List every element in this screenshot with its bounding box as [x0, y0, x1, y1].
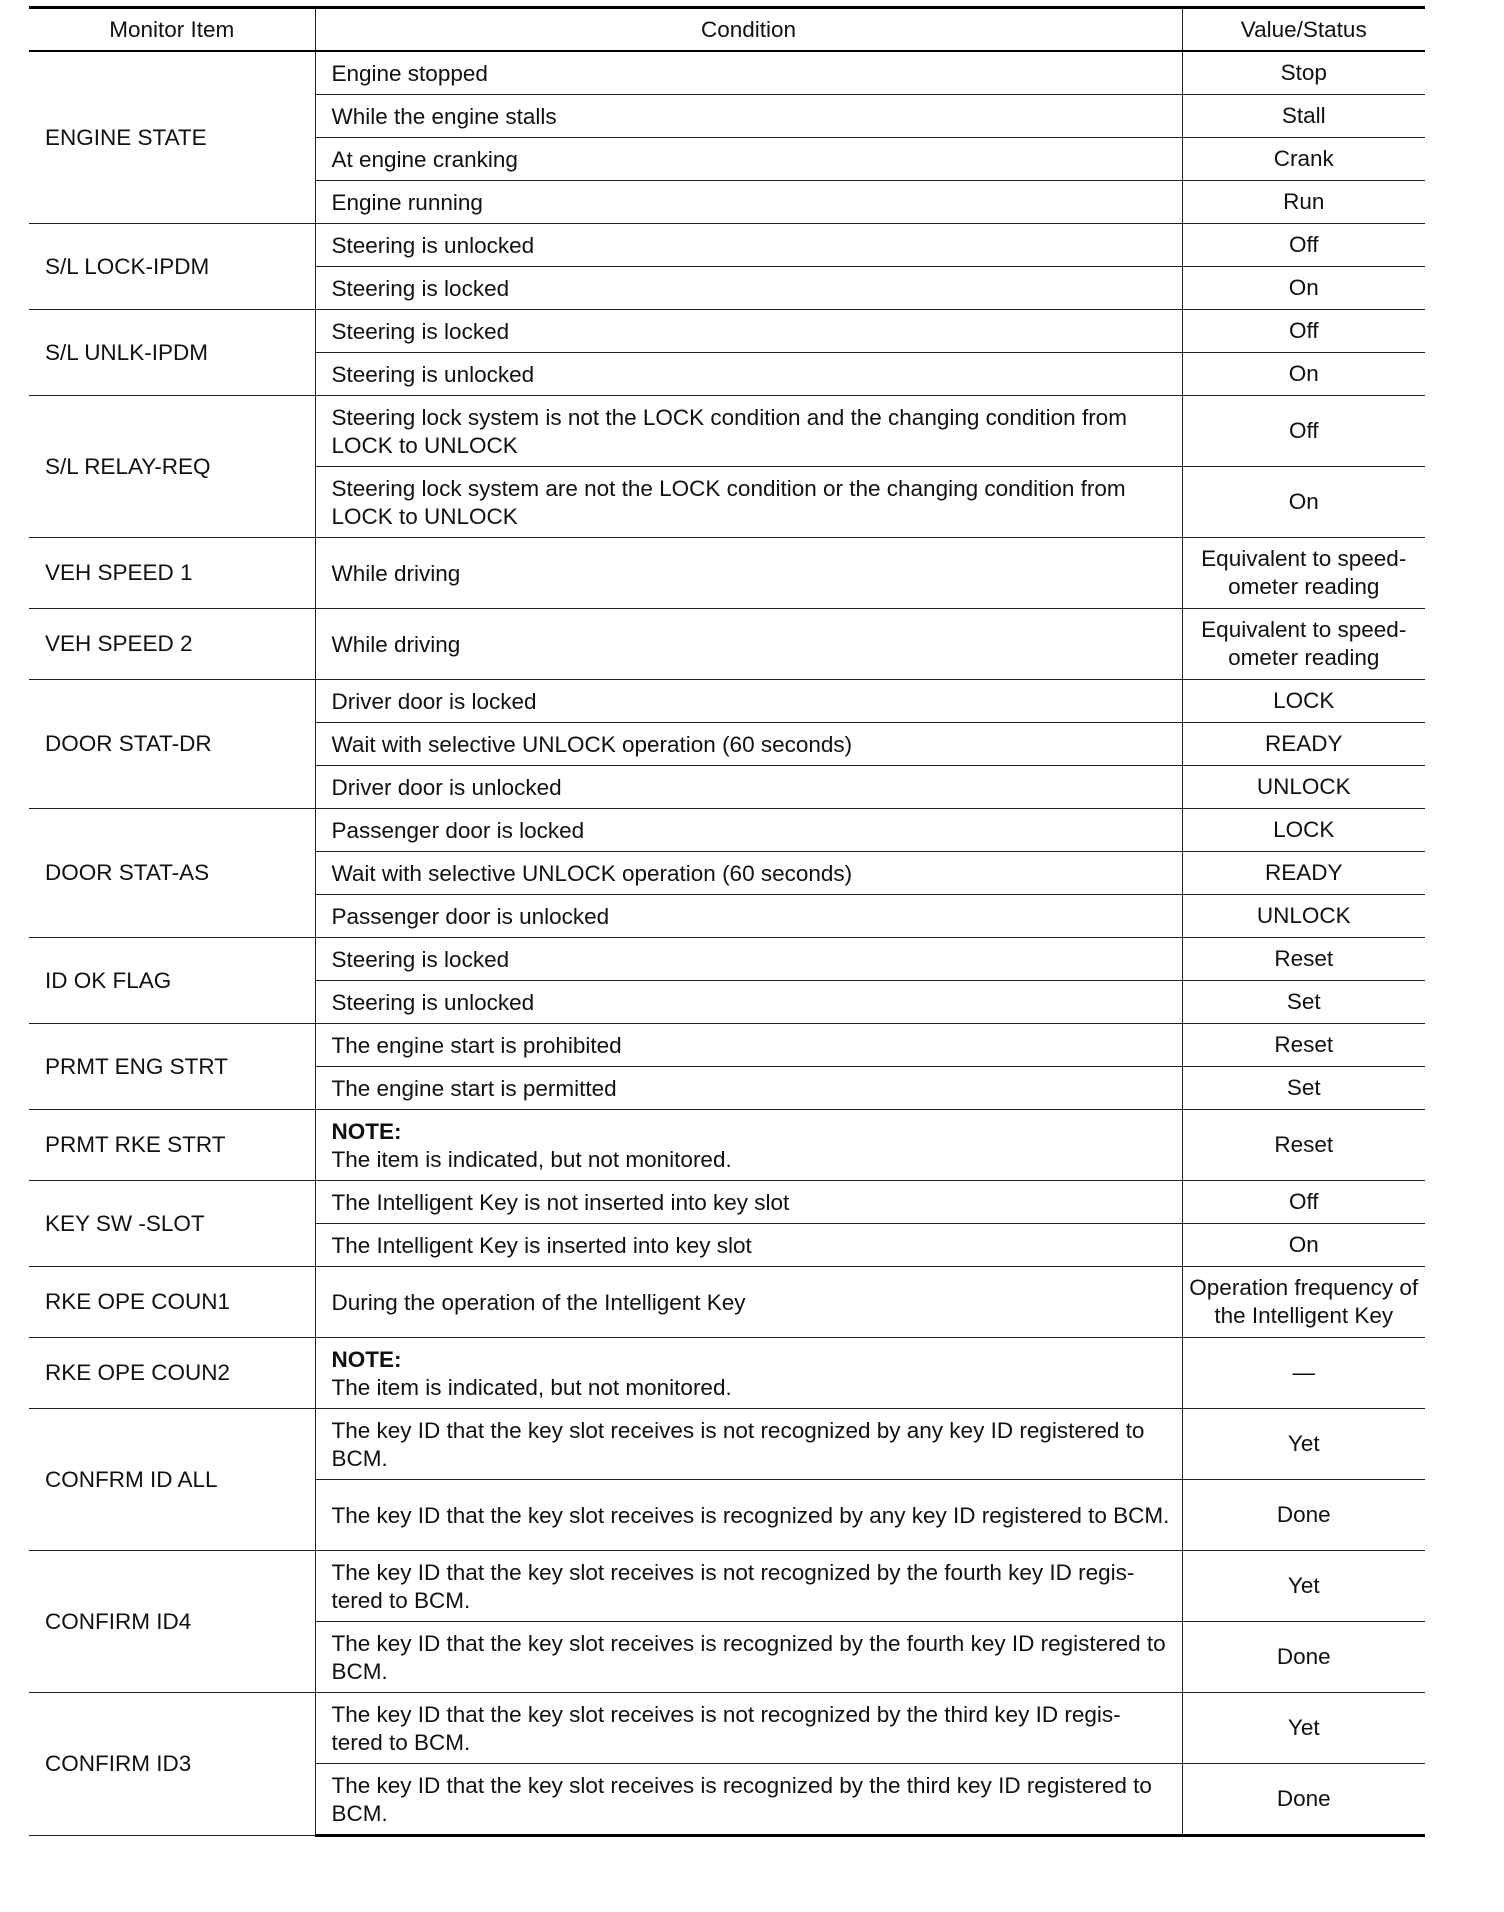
condition-cell: Engine running — [315, 181, 1182, 224]
monitor-item-cell: ENGINE STATE — [29, 51, 315, 224]
monitor-item-cell: ID OK FLAG — [29, 938, 315, 1024]
monitor-item-table — [29, 6, 1425, 1837]
value-status-cell: On — [1182, 1224, 1425, 1267]
monitor-item-cell: DOOR STAT-DR — [29, 680, 315, 809]
table-row — [29, 1551, 1425, 1622]
condition-cell: While driving — [315, 609, 1182, 680]
header-monitor-item: Monitor Item — [29, 8, 315, 52]
note-label: NOTE: — [331, 1346, 402, 1372]
condition-cell: The engine start is prohibited — [315, 1024, 1182, 1067]
monitor-item-cell: S/L UNLK-IPDM — [29, 310, 315, 396]
monitor-item-cell: VEH SPEED 2 — [29, 609, 315, 680]
condition-cell: The engine start is permitted — [315, 1067, 1182, 1110]
monitor-item-cell: DOOR STAT-AS — [29, 809, 315, 938]
table-row — [29, 609, 1425, 680]
note-label: NOTE: — [331, 1118, 402, 1144]
value-status-cell: Run — [1182, 181, 1425, 224]
value-status-cell: Crank — [1182, 138, 1425, 181]
value-status-cell: Off — [1182, 1181, 1425, 1224]
table-row — [29, 680, 1425, 723]
condition-cell: The key ID that the key slot receives is recognized by the third key ID registered to BCM. — [315, 1764, 1182, 1836]
value-status-cell: UNLOCK — [1182, 895, 1425, 938]
condition-cell: While driving — [315, 538, 1182, 609]
condition-cell: The key ID that the key slot receives is not recognized by any key ID registered to BCM. — [315, 1409, 1182, 1480]
value-status-cell: Off — [1182, 224, 1425, 267]
condition-cell: The key ID that the key slot receives is not recognized by the third key ID regis-tered to BCM. — [315, 1693, 1182, 1764]
table-row — [29, 809, 1425, 852]
value-status-cell: LOCK — [1182, 809, 1425, 852]
condition-cell: While the engine stalls — [315, 95, 1182, 138]
monitor-item-cell: CONFIRM ID4 — [29, 1551, 315, 1693]
condition-cell — [315, 1338, 1182, 1409]
condition-cell: Steering lock system is not the LOCK condition and the changing condition from LOCK to UNLOCK — [315, 396, 1182, 467]
condition-cell — [315, 1110, 1182, 1181]
condition-cell: Driver door is locked — [315, 680, 1182, 723]
value-status-cell: Off — [1182, 396, 1425, 467]
condition-cell: The Intelligent Key is inserted into key slot — [315, 1224, 1182, 1267]
value-status-cell: On — [1182, 467, 1425, 538]
table-row — [29, 51, 1425, 95]
table-header-row — [29, 8, 1425, 52]
table-row — [29, 1338, 1425, 1409]
table-row — [29, 938, 1425, 981]
monitor-item-cell: S/L LOCK-IPDM — [29, 224, 315, 310]
value-status-cell: Stall — [1182, 95, 1425, 138]
value-status-cell: Equivalent to speed- ometer reading — [1182, 538, 1425, 609]
value-status-cell: Yet — [1182, 1551, 1425, 1622]
condition-cell: Engine stopped — [315, 51, 1182, 95]
note-text: The item is indicated, but not monitored. — [331, 1146, 732, 1172]
condition-cell: During the operation of the Intelligent Key — [315, 1267, 1182, 1338]
monitor-item-cell: PRMT RKE STRT — [29, 1110, 315, 1181]
table-row — [29, 1693, 1425, 1764]
value-status-cell: Done — [1182, 1764, 1425, 1836]
condition-cell: Passenger door is unlocked — [315, 895, 1182, 938]
value-status-cell: READY — [1182, 723, 1425, 766]
monitor-item-cell: RKE OPE COUN1 — [29, 1267, 315, 1338]
monitor-item-cell: CONFIRM ID3 — [29, 1693, 315, 1836]
condition-cell: Steering is unlocked — [315, 353, 1182, 396]
value-status-cell: Reset — [1182, 1024, 1425, 1067]
value-status-cell: Reset — [1182, 938, 1425, 981]
condition-cell: The Intelligent Key is not inserted into key slot — [315, 1181, 1182, 1224]
value-status-cell: Operation frequency of the Intelligent Key — [1182, 1267, 1425, 1338]
table-row — [29, 538, 1425, 609]
condition-cell: Wait with selective UNLOCK operation (60 seconds) — [315, 723, 1182, 766]
value-status-cell: UNLOCK — [1182, 766, 1425, 809]
monitor-item-cell: KEY SW -SLOT — [29, 1181, 315, 1267]
value-status-cell: Done — [1182, 1480, 1425, 1551]
value-status-cell: Reset — [1182, 1110, 1425, 1181]
value-status-cell: — — [1182, 1338, 1425, 1409]
table-row — [29, 1267, 1425, 1338]
value-status-cell: LOCK — [1182, 680, 1425, 723]
table-row — [29, 1024, 1425, 1067]
value-status-cell: Set — [1182, 1067, 1425, 1110]
table-row — [29, 1409, 1425, 1480]
value-status-cell: Done — [1182, 1622, 1425, 1693]
condition-cell: Wait with selective UNLOCK operation (60 seconds) — [315, 852, 1182, 895]
header-condition: Condition — [315, 8, 1182, 52]
condition-cell: Steering is unlocked — [315, 981, 1182, 1024]
value-status-cell: On — [1182, 353, 1425, 396]
condition-cell: Steering is locked — [315, 938, 1182, 981]
value-status-cell: Off — [1182, 310, 1425, 353]
header-value-status: Value/Status — [1182, 8, 1425, 52]
condition-cell: The key ID that the key slot receives is recognized by the fourth key ID registered to BCM. — [315, 1622, 1182, 1693]
monitor-item-cell: PRMT ENG STRT — [29, 1024, 315, 1110]
value-status-cell: Yet — [1182, 1693, 1425, 1764]
condition-cell: Passenger door is locked — [315, 809, 1182, 852]
table-row — [29, 224, 1425, 267]
note-text: The item is indicated, but not monitored. — [331, 1374, 732, 1400]
value-status-cell: Yet — [1182, 1409, 1425, 1480]
value-status-cell: On — [1182, 267, 1425, 310]
condition-cell: The key ID that the key slot receives is recognized by any key ID registered to BCM. — [315, 1480, 1182, 1551]
table-row — [29, 396, 1425, 467]
condition-cell: Steering is unlocked — [315, 224, 1182, 267]
condition-cell: Steering lock system are not the LOCK condition or the changing condition from LOCK to UNLOCK — [315, 467, 1182, 538]
monitor-item-cell: VEH SPEED 1 — [29, 538, 315, 609]
condition-cell: The key ID that the key slot receives is not recognized by the fourth key ID regis-tered to BCM. — [315, 1551, 1182, 1622]
table-row — [29, 1110, 1425, 1181]
table-body — [29, 51, 1425, 1836]
condition-cell: At engine cranking — [315, 138, 1182, 181]
table-row — [29, 1181, 1425, 1224]
monitor-item-cell: RKE OPE COUN2 — [29, 1338, 315, 1409]
monitor-item-cell: S/L RELAY-REQ — [29, 396, 315, 538]
value-status-cell: Stop — [1182, 51, 1425, 95]
value-status-cell: Set — [1182, 981, 1425, 1024]
value-status-cell: Equivalent to speed- ometer reading — [1182, 609, 1425, 680]
value-status-cell: READY — [1182, 852, 1425, 895]
table-row — [29, 310, 1425, 353]
monitor-item-cell: CONFRM ID ALL — [29, 1409, 315, 1551]
condition-cell: Driver door is unlocked — [315, 766, 1182, 809]
condition-cell: Steering is locked — [315, 267, 1182, 310]
condition-cell: Steering is locked — [315, 310, 1182, 353]
